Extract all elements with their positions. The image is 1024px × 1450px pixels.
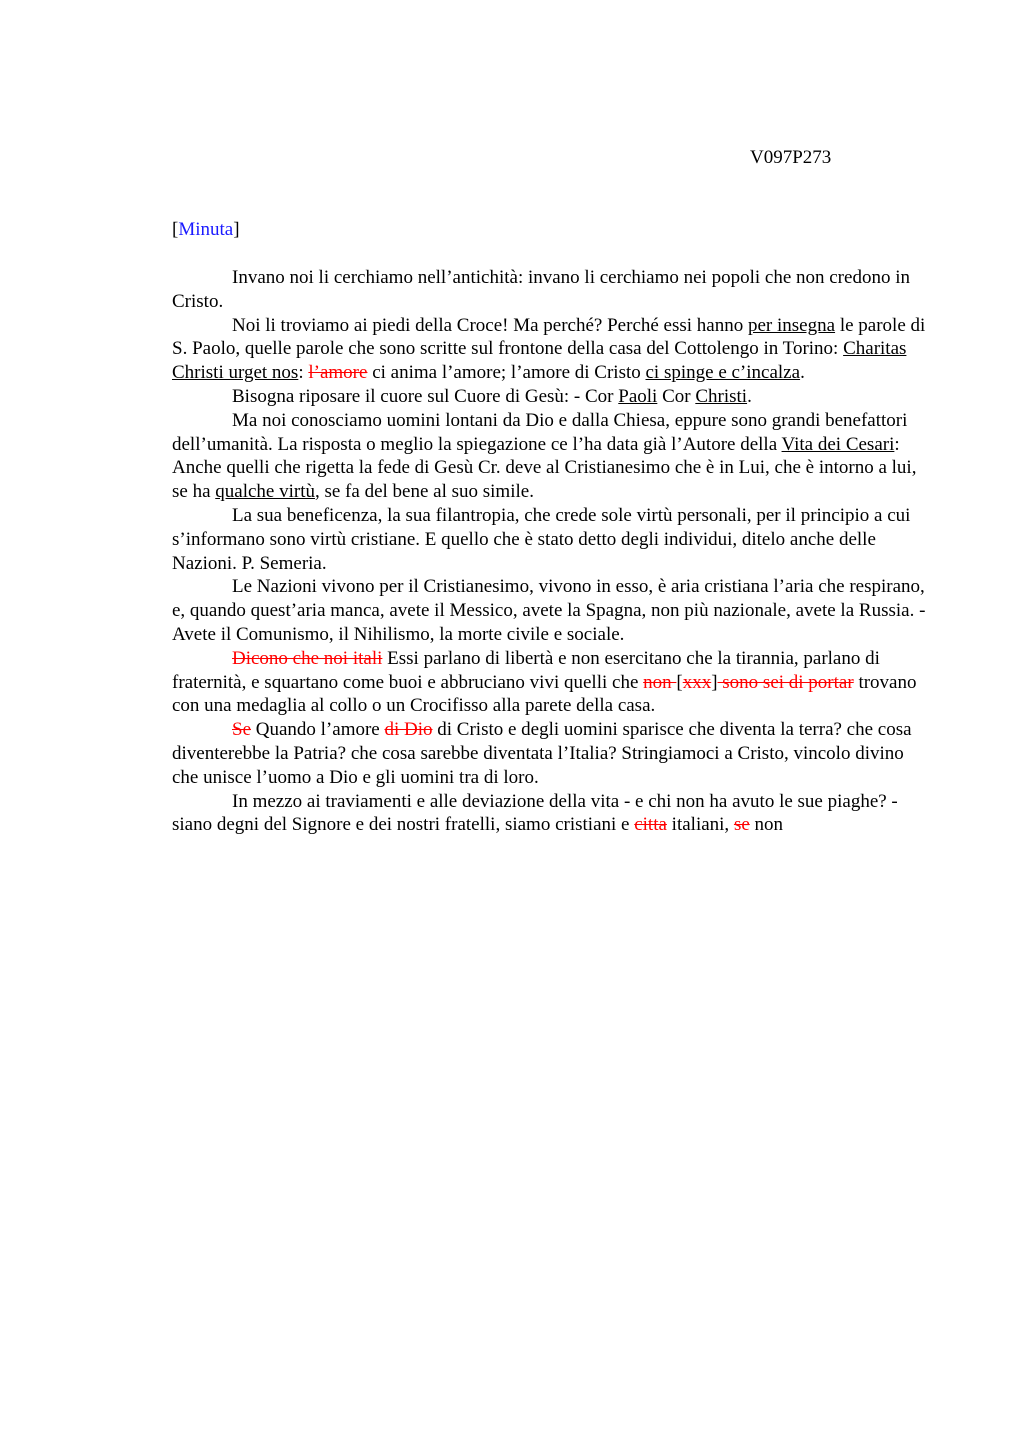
underlined-text: qualche virtù	[215, 481, 315, 503]
text-segment: : Anche quelli che rigetta la fede di Gesù Cr. deve al Cristianesimo che è in Lui, che è intorno a lui, se ha	[172, 433, 917, 503]
underlined-text: Charitas Christi urget nos	[172, 338, 907, 384]
text-segment: italiani,	[666, 814, 734, 836]
text-segment: non	[749, 814, 784, 836]
underlined-text: Christi	[695, 385, 748, 407]
deleted-text: Se	[232, 719, 251, 741]
bracket-close: ]	[233, 219, 240, 240]
document-body	[172, 266, 926, 837]
text-segment: .	[747, 385, 752, 407]
underlined-text: Vita dei Cesari	[781, 433, 895, 455]
paragraph-1: Invano noi li cerchiamo nell’antichità: invano li cerchiamo nei popoli che non credono in Cristo.	[172, 267, 910, 312]
deleted-text: di Dio	[384, 719, 433, 741]
paragraph-5: La sua beneficenza, la sua filantropia, che crede sole virtù personali, per il principio a cui s’informano sono virtù cristiane. E quello che è stato detto degli individui, ditelo anche delle Nazioni. P. Semeria.	[172, 504, 911, 574]
text-segment: , se fa del bene al suo simile.	[314, 481, 534, 503]
text-segment: Quando l’amore	[251, 719, 385, 741]
bracket-open: [	[172, 219, 179, 240]
deleted-text: se	[733, 814, 750, 836]
minuta-label	[172, 218, 240, 242]
deleted-text: l’amore	[308, 362, 368, 384]
text-segment: ci anima l’amore; l’amore di Cristo	[367, 362, 646, 384]
text-segment: le parole di S. Paolo, quelle parole che sono scritte sul frontone della casa del Cottolengo in Torino:	[172, 314, 926, 360]
text-segment: trovano con una medaglia al collo o un Crocifisso alla parete della casa.	[172, 671, 917, 717]
paragraph-6: Le Nazioni vivono per il Cristianesimo, vivono in esso, è aria cristiana l’aria che respirano, e, quando quest’aria manca, avete il Messico, avete la Spagna, non più nazionale, avete la Russia. - Avete il Comunismo, il Nihilismo, la morte civile e sociale.	[172, 576, 926, 645]
paragraph-2	[172, 314, 926, 385]
text-segment: Ma noi conosciamo uomini lontani da Dio e dalla Chiesa, eppure sono grandi benefattori dell’umanità. La risposta o meglio la spiegazione ce l’ha data già l’Autore della	[172, 409, 908, 455]
deleted-text: xxx	[682, 671, 712, 693]
paragraph-8	[172, 718, 926, 789]
deleted-text: citta	[634, 814, 667, 836]
deleted-text: sono sei di portar	[717, 671, 854, 693]
underlined-text: Paoli	[618, 385, 658, 407]
text-segment: ]	[711, 671, 718, 693]
text-segment: Noi li troviamo ai piedi della Croce! Ma perché? Perché essi hanno	[232, 314, 748, 336]
paragraph-3	[172, 385, 926, 409]
text-segment: Essi parlano di libertà e non esercitano che la tirannia, parlano di fraternità, e squartano come buoi e abbruciano vivi quelli che	[172, 647, 880, 693]
text-segment: In mezzo ai traviamenti e alle deviazione della vita - e chi non ha avuto le sue piaghe? - siano degni del Signore e dei nostri fratelli, siamo cristiani e	[172, 790, 898, 836]
paragraph-7	[172, 647, 926, 718]
underlined-text: ci spinge e c’incalza	[645, 362, 801, 384]
text-segment: Bisogna riposare il cuore sul Cuore di Gesù: - Cor	[232, 385, 619, 407]
minuta-text: Minuta	[178, 219, 234, 240]
paragraph-9	[172, 790, 926, 838]
text-segment: di Cristo e degli uomini sparisce che diventa la terra? che cosa diventerebbe la Patria? che cosa sarebbe diventata l’Italia? Stringiamoci a Cristo, vincolo divino che unisce l’uomo a Dio e gli uomini tra di loro.	[172, 719, 912, 788]
deleted-text: non	[643, 671, 677, 693]
text-segment: :	[298, 362, 309, 384]
page-identifier: V097P273	[750, 147, 832, 168]
deleted-text: Dicono che noi itali	[232, 647, 383, 669]
underlined-text: per insegna	[748, 314, 836, 336]
text-segment: [	[676, 671, 683, 693]
paragraph-4	[172, 409, 926, 504]
text-segment: Cor	[657, 385, 696, 407]
text-segment: .	[800, 362, 805, 384]
